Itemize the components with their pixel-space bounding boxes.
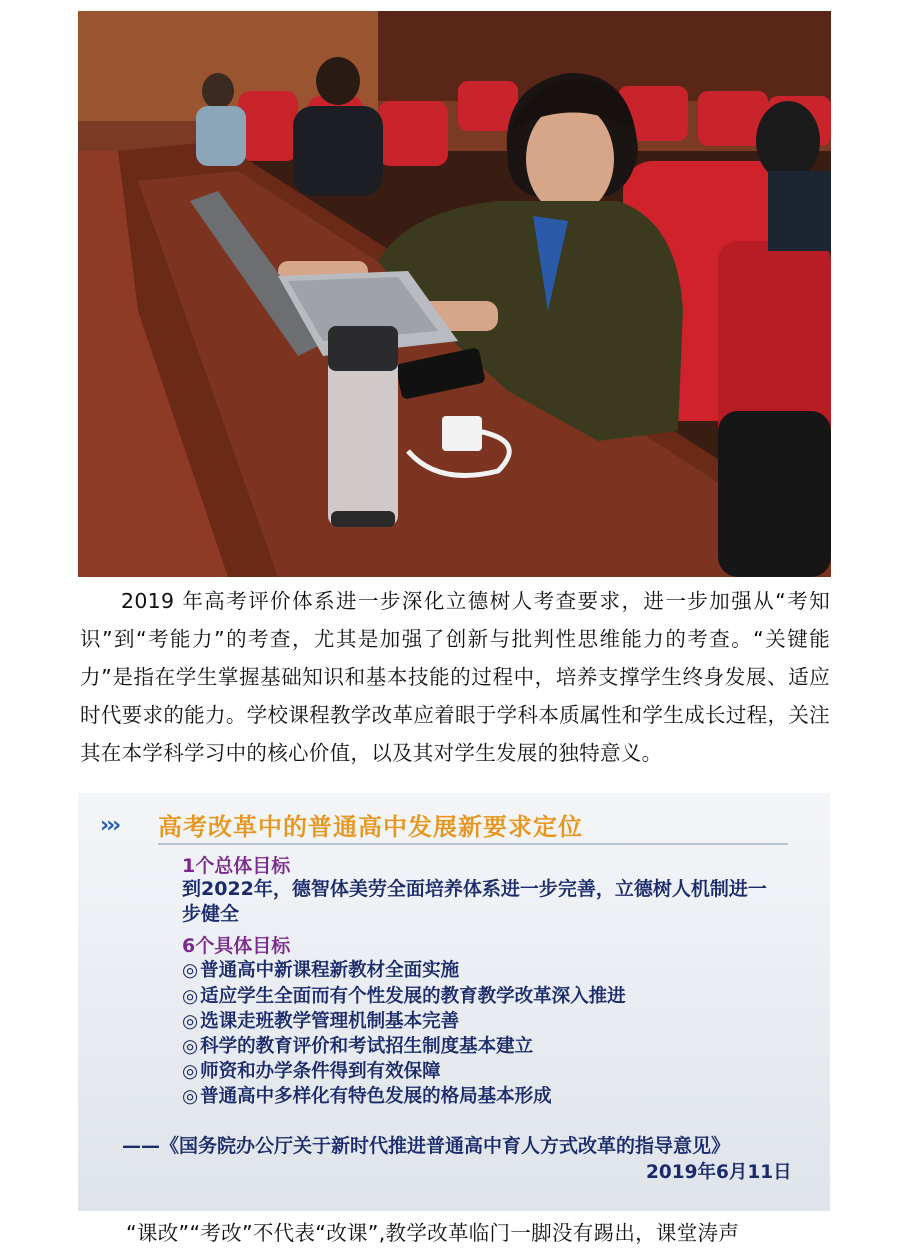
body-paragraph-1: 2019 年高考评价体系进一步深化立德树人考查要求，进一步加强从“考知识”到“考能力”的考查，尤其是加强了创新与批判性思维能力的考查。“关键能力”是指在学生掌握基础知识和基本技能的过程中，培养支撑学生终身发展、适应时代要求的能力。学校课程教学改革应着眼于学科本质属性和学生成长过程，关注其在本学科学习中的核心价值，以及其对学生发展的独特意义。 xyxy=(80,589,830,765)
overall-goal-heading: 1个总体目标 xyxy=(182,855,291,877)
conference-photo xyxy=(78,11,831,577)
chevron-arrows-icon: ››› xyxy=(100,813,119,838)
body-paragraph-2: “课改”“考改”不代表“改课”,教学改革临门一脚没有踢出，课堂涛声 xyxy=(126,1221,740,1245)
bullet-icon: ◎ xyxy=(182,1036,199,1057)
slide-image xyxy=(78,793,830,1211)
goal-item: ◎ 普通高中多样化有特色发展的格局基本形成 xyxy=(182,1086,552,1107)
bullet-icon: ◎ xyxy=(182,1086,199,1107)
goal-item: ◎ 适应学生全面而有个性发展的教育教学改革深入推进 xyxy=(182,986,626,1007)
goal-item: ◎ 师资和办学条件得到有效保障 xyxy=(182,1061,441,1082)
slide-title: 高考改革中的普通高中发展新要求定位 xyxy=(158,813,583,841)
bullet-icon: ◎ xyxy=(182,1061,199,1082)
overall-goal-text: 到2022年，德智体美劳全面培养体系进一步完善，立德树人机制进一步健全 xyxy=(182,878,767,925)
bullet-icon: ◎ xyxy=(182,986,199,1007)
goal-item: ◎ 普通高中新课程新教材全面实施 xyxy=(182,960,460,981)
source-citation: ——《国务院办公厅关于新时代推进普通高中育人方式改革的指导意见》 xyxy=(122,1135,731,1157)
bullet-icon: ◎ xyxy=(182,960,199,981)
specific-goals-heading: 6个具体目标 xyxy=(182,935,291,957)
source-date: 2019年6月11日 xyxy=(646,1162,792,1183)
slide-title-divider xyxy=(158,843,788,845)
goal-item: ◎ 科学的教育评价和考试招生制度基本建立 xyxy=(182,1036,534,1057)
bullet-icon: ◎ xyxy=(182,1011,199,1032)
goal-item: ◎ 选课走班教学管理机制基本完善 xyxy=(182,1011,460,1032)
